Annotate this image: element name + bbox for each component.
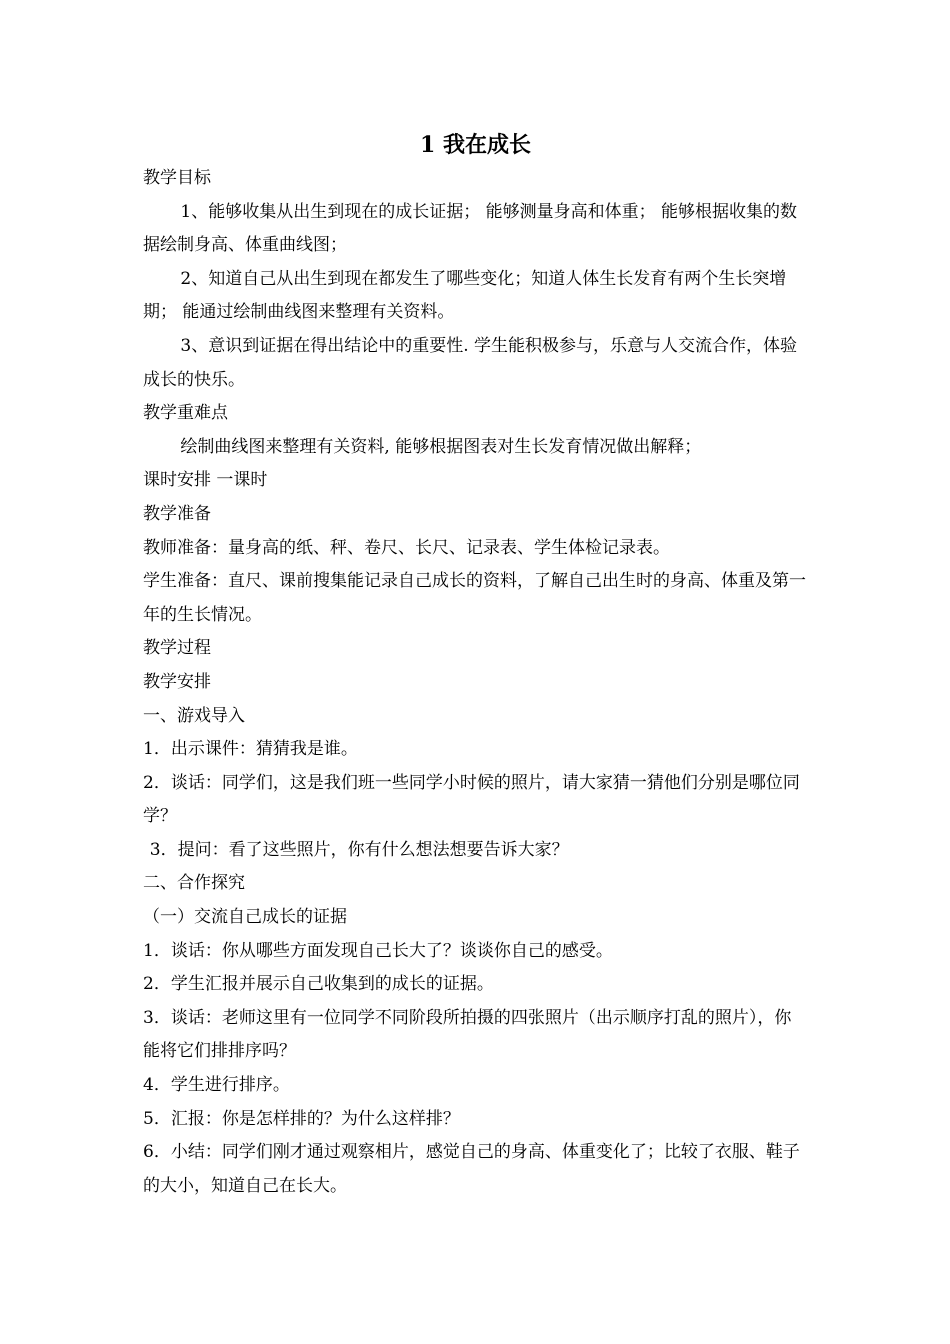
part-1-step-2: 2．谈话：同学们，这是我们班一些同学小时候的照片，请大家猜一猜他们分别是哪位同学？ bbox=[143, 772, 800, 827]
section-heading-objectives: 教学目标 bbox=[143, 168, 211, 188]
part-2-step-3: 3．谈话：老师这里有一位同学不同阶段所拍摄的四张照片（出示顺序打乱的照片），你能将它们排排序吗？ bbox=[143, 1007, 792, 1062]
teacher-preparation: 教师准备：量身高的纸、秤、卷尺、长尺、记录表、学生体检记录表。 bbox=[143, 537, 670, 558]
part-2-step-5: 5．汇报：你是怎样排的？为什么这样排？ bbox=[143, 1108, 460, 1129]
part-1-heading: 一、游戏导入 bbox=[143, 705, 245, 726]
objective-3: 3、意识到证据在得出结论中的重要性. 学生能积极参与，乐意与人交流合作，体验成长的快乐。 bbox=[143, 335, 798, 390]
part-2-step-2: 2．学生汇报并展示自己收集到的成长的证据。 bbox=[143, 974, 494, 995]
part-2-step-1: 1．谈话：你从哪些方面发现自己长大了？谈谈你自己的感受。 bbox=[143, 940, 613, 961]
part-2-step-4: 4．学生进行排序。 bbox=[143, 1075, 290, 1096]
part-1-step-3: 3．提问：看了这些照片，你有什么想法想要告诉大家？ bbox=[149, 839, 569, 860]
part-2-heading: 二、合作探究 bbox=[143, 873, 245, 894]
objective-2: 2、知道自己从出生到现在都发生了哪些变化；知道人体生长发育有两个生长突增期； 能通过绘制曲线图来整理有关资料。 bbox=[143, 268, 787, 323]
objective-1: 1、能够收集从出生到现在的成长证据； 能够测量身高和体重； 能够根据收集的数据绘制身高、体重曲线图； bbox=[143, 201, 798, 256]
class-schedule: 课时安排 一课时 bbox=[143, 470, 268, 491]
section-heading-arrangement: 教学安排 bbox=[143, 671, 211, 692]
document-title: 1 我在成长 bbox=[420, 132, 531, 158]
student-preparation: 学生准备：直尺、课前搜集能记录自己成长的资料，了解自己出生时的身高、体重及第一年的生长情况。 bbox=[143, 571, 806, 625]
section-heading-process: 教学过程 bbox=[143, 638, 211, 659]
section-heading-preparation: 教学准备 bbox=[143, 503, 211, 524]
document-page bbox=[143, 128, 808, 1203]
section-heading-key-points: 教学重难点 bbox=[143, 403, 228, 424]
key-points-text: 绘制曲线图来整理有关资料, 能够根据图表对生长发育情况做出解释； bbox=[180, 436, 702, 457]
part-1-step-1: 1．出示课件：猜猜我是谁。 bbox=[143, 739, 358, 760]
part-2-subheading: （一）交流自己成长的证据 bbox=[143, 907, 347, 928]
part-2-step-6: 6．小结：同学们刚才通过观察相片，感觉自己的身高、体重变化了；比较了衣服、鞋子的大小，知道自己在长大。 bbox=[143, 1142, 800, 1196]
